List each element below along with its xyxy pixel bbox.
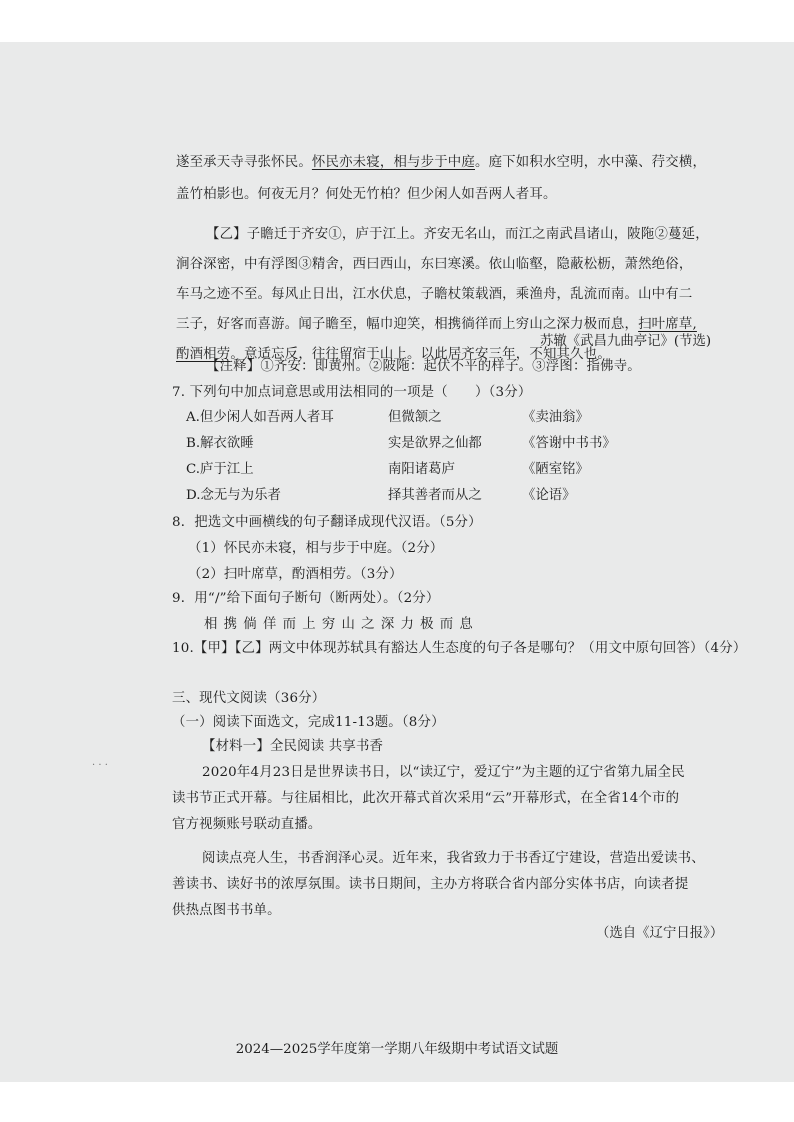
- question-8-stem: 8．把选文中画横线的句子翻译成现代汉语。（5分）: [172, 515, 482, 530]
- question-7-option: [186, 406, 606, 424]
- material-paragraph-line: 阅读点亮人生，书香润泽心灵。近年来，我省致力于书香辽宁建设，营造出爱读书、: [202, 851, 705, 866]
- question-8-item: （2）扫叶席草，酌酒相劳。（3分）: [188, 567, 403, 582]
- underlined-sentence: 扫叶席草,: [638, 317, 697, 332]
- passage-source: 苏辙《武昌九曲亭记》(节选): [540, 334, 712, 349]
- scan-speck: · · ·: [92, 760, 108, 771]
- material-paragraph-line: 官方视频账号联动直播。: [172, 817, 322, 832]
- option-sentence: C.庐于江上: [186, 462, 254, 477]
- passage-yi-line: 【乙】子瞻迁于齐安①，庐于江上。齐安无名山，而江之南武昌诸山，陂陁②蔓延，: [206, 227, 709, 242]
- section-title: 三、现代文阅读（36分）: [172, 691, 326, 706]
- material-title: 【材料一】全民阅读 共享书香: [202, 739, 384, 754]
- material-paragraph-line: 供热点图书书单。: [172, 903, 281, 918]
- question-7-stem: 7. 下列句中加点词意思或用法相同的一项是（ ）（3分）: [172, 385, 532, 400]
- passage-jia-line: 盖竹柏影也。何夜无月？何处无竹柏？但少闲人如吾两人者耳。: [176, 187, 557, 202]
- question-7-option: [186, 458, 606, 476]
- material-paragraph-line: 2020年4月23日是世界读书日，以“读辽宁，爱辽宁”为主题的辽宁省第九届全民: [202, 765, 685, 780]
- exam-page: [0, 42, 794, 1082]
- option-compare: 南阳诸葛庐: [388, 462, 455, 477]
- question-9-stem: 9．用“/”给下面句子断句（断两处）。（2分）: [172, 591, 440, 606]
- option-sentence: A.但少闲人如吾两人者耳: [186, 410, 334, 425]
- option-sentence: B.解衣欲睡: [186, 436, 254, 451]
- option-source: 《答谢中书书》: [522, 436, 616, 451]
- option-source: 《卖油翁》: [522, 410, 589, 425]
- page-footer: 2024—2025学年度第一学期八年级期中考试语文试题: [235, 1042, 559, 1057]
- question-10-stem: 10.【甲】【乙】两文中体现苏轼具有豁达人生态度的句子各是哪句？（用文中原句回答）（4分）: [172, 641, 747, 656]
- passage-yi-line: 车马之迹不至。每风止日出，江水伏息，子瞻杖策载酒，乘渔舟，乱流而南。山中有二: [176, 287, 693, 302]
- text-segment: 。庭下如积水空明，水中藻、荇交横，: [475, 155, 707, 170]
- material-paragraph-line: 善读书、读好书的浓厚氛围。读书日期间，主办方将联合省内部分实体书店，向读者提: [172, 877, 689, 892]
- question-7-option: [186, 432, 616, 451]
- underlined-sentence: 酌酒相劳: [176, 347, 231, 362]
- option-compare: 择其善者而从之: [388, 488, 482, 503]
- question-8-item: （1）怀民亦未寝，相与步于中庭。（2分）: [188, 541, 444, 556]
- text-segment: 遂至承天寺寻张怀民。: [176, 155, 312, 170]
- text-segment: 三子，好客而喜游。闻子瞻至，幅巾迎笑，相携徜徉而上穷山之深力极而息，: [176, 317, 639, 332]
- option-sentence: D.念无与为乐者: [186, 488, 281, 503]
- annotation-notes: 【注释】①齐安：即黄州。②陂陁：起伏不平的样子。③浮图：指佛寺。: [206, 359, 641, 374]
- option-source: 《陋室铭》: [522, 462, 589, 477]
- question-9-sentence: 相 携 倘 佯 而 上 穷 山 之 深 力 极 而 息: [204, 617, 474, 632]
- subsection-title: （一）阅读下面选文，完成11-13题。（8分）: [172, 715, 445, 730]
- option-compare: 实是欲界之仙都: [388, 436, 482, 451]
- text-segment: 。意适忘反，往往留宿于山上。以此居齐安三年，不知其久也。: [230, 347, 611, 362]
- passage-jia-line: [176, 154, 706, 172]
- option-compare: 但微颔之: [388, 410, 442, 425]
- underlined-sentence: 怀民亦未寝，相与步于中庭: [311, 155, 475, 170]
- question-7-option: [186, 484, 606, 502]
- option-source: 《论语》: [522, 488, 576, 503]
- material-paragraph-line: 读书节正式开幕。与往届相比，此次开幕式首次采用“云”开幕形式，在全省14个市的: [172, 791, 680, 806]
- passage-yi-line: 涧谷深密，中有浮图③精舍，西曰西山，东曰寒溪。依山临壑，隐蔽松枥，萧然绝俗，: [176, 257, 693, 272]
- material-source: （选自《辽宁日报》）: [596, 926, 724, 941]
